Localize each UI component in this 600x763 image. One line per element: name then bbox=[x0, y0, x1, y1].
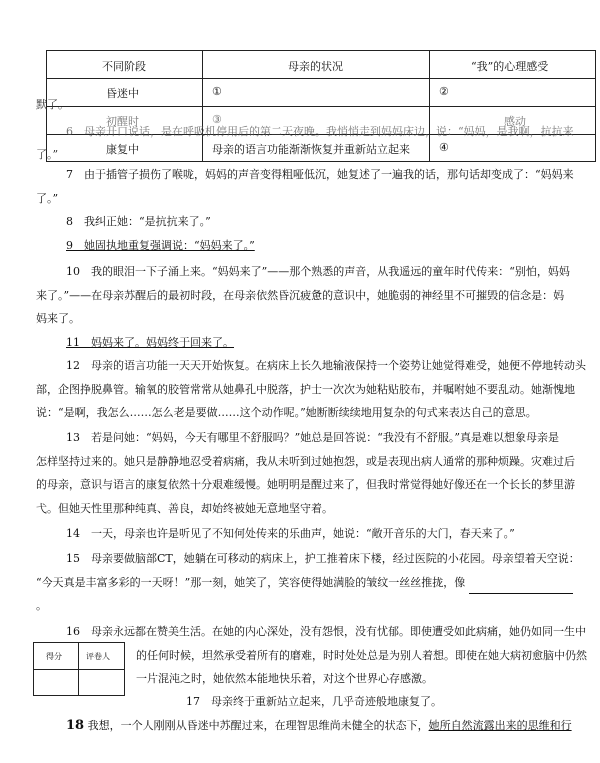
paragraph-7: 7 由于插管子损伤了喉咙，妈妈的声音变得粗哑低沉，她复述了一遍我的话，那句话却变成了：“妈妈来 了。” bbox=[36, 168, 574, 205]
paragraph-16: 16 母亲永远都在赞美生活。在她的内心深处，没有怨恨，没有忧郁。即使遭受如此病痛，她仍如同一生中 的任何时候，坦然承受着所有的磨难，时时处处总是为别人着想。即使在她大病初愈脑中仍然 一片混沌之时，她依然本能地快乐着，对这个世界心存感激。 bbox=[66, 625, 587, 685]
table-cell: 昏迷中 bbox=[106, 87, 139, 100]
paragraph-14: 14 一天，母亲也许是听见了不知何处传来的乐曲声，她说：“敞开音乐的大门，春天来了。” bbox=[66, 527, 515, 540]
paragraph-10: 10 我的眼泪一下子涌上来。“妈妈来了”——那个熟悉的声音，从我遥远的童年时代传来：“别怕，妈妈 来了。”——在母亲苏醒后的最初时段，在母亲依然昏沉疲惫的意识中，她脆弱的神经里不可摧毁的信念是：妈 妈来了。 bbox=[36, 265, 570, 325]
table-cell: 母亲的语言功能渐渐恢复并重新站立起来 bbox=[212, 143, 410, 156]
table-cell: ④ bbox=[439, 141, 449, 154]
table-cell: 初醒时 bbox=[106, 115, 139, 128]
table-cell: 康复中 bbox=[106, 143, 139, 156]
paragraph-13: 13 若是问她：“妈妈，今天有哪里不舒服吗？”她总是回答说：“我没有不舒服。”真是难以想象母亲是 怎样坚持过来的。她只是静静地忍受着病痛，我从未听到过她抱怨，或是表现出病人通常的那种烦躁。灾难过后 的母亲，意识与语言的康复依然十分艰难缓慢。她明明是醒过来了，但我时常觉得她好像还在一个长长的梦里游 弋。但她天性里那种纯真、善良，却始终被她无意地坚守着。 bbox=[36, 431, 575, 515]
score-label: 得分 bbox=[46, 652, 62, 661]
table-cell: ③ bbox=[212, 113, 222, 126]
paragraph-8: 8 我纠正她：“是抗抗来了。” bbox=[66, 215, 211, 228]
table-cell: 感动 bbox=[504, 115, 526, 128]
paragraph-12: 12 母亲的语言功能一天天开始恢复。在病床上长久地输液保持一个姿势让她觉得难受，她便不停地转动头 部，企图挣脱鼻管。输氧的胶管常常从她鼻孔中脱落，护士一次次为她粘贴胶布，并嘱咐她不要乱动。她渐愧地 说：“是啊，我怎么……怎么老是要做……这个动作呢。”她断断续续地用复杂的句式来表达自己的意思。 bbox=[36, 359, 586, 419]
table-header-feeling: “我”的心理感受 bbox=[471, 60, 549, 73]
overlap-text: 了。” bbox=[36, 148, 59, 161]
stages-table bbox=[46, 50, 596, 162]
score-box bbox=[33, 642, 125, 696]
paragraph-15: 15 母亲要做脑部CT，她躺在可移动的病床上，护工推着床下楼，经过医院的小花园。母亲望着天空说： “今天真是丰富多彩的一天呀！”那一刻，她笑了，笑容使得她满脸的皱纹一丝丝推拢，像 。 bbox=[36, 552, 580, 612]
paragraph-18: 18 我想，一个人刚刚从昏迷中苏醒过来，在理智思维尚未健全的状态下，她所自然流露出来的思维和行 bbox=[66, 718, 572, 733]
grader-label: 评卷人 bbox=[86, 652, 110, 661]
table-header-mother: 母亲的状况 bbox=[288, 60, 343, 73]
table-cell: ① bbox=[212, 85, 222, 98]
overlap-text: 6 母亲开口说话，是在呼吸机停用后的第二天夜晚。我悄悄走到妈妈床边，说：“妈妈，是我啊，抗抗来 bbox=[66, 125, 574, 138]
table-header-stage: 不同阶段 bbox=[102, 60, 146, 73]
overlap-text: 默了。 bbox=[36, 98, 69, 111]
paragraph-11: 11 妈妈来了。妈妈终于回来了。 bbox=[66, 336, 234, 349]
fill-blank[interactable] bbox=[469, 581, 573, 594]
table-cell: ② bbox=[439, 85, 449, 98]
paragraph-17: 17 母亲终于重新站立起来，几乎奇迹般地康复了。 bbox=[186, 695, 442, 708]
paragraph-9: 9 她固执地重复强调说：“妈妈来了。” bbox=[66, 239, 255, 252]
